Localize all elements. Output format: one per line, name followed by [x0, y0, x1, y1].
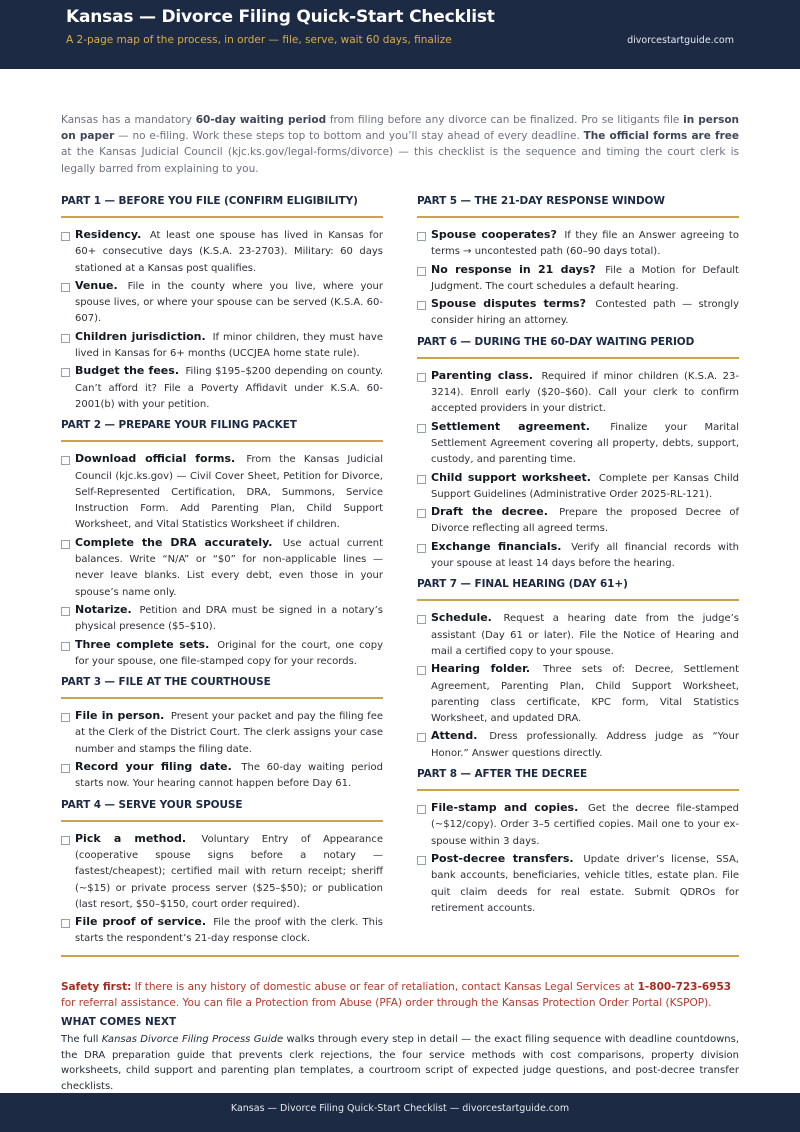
page-footer: [0, 1093, 800, 1132]
checkbox[interactable]: [61, 713, 70, 722]
section-title: PART 8 — AFTER THE DECREE: [417, 768, 739, 791]
checklist-item: [417, 227, 739, 261]
safety-phone: 1-800-723-6953: [637, 981, 732, 993]
section-title: PART 2 — PREPARE YOUR FILING PACKET: [61, 419, 383, 442]
guide-title: Kansas Divorce Filing Process Guide: [101, 1034, 284, 1045]
checklist-section: [417, 768, 739, 917]
item-lead: Draft the decree.: [431, 505, 548, 519]
item-text: Voluntary Entry of Appearance (cooperative spouse signs before a notary — fastest/cheapest); certified mail with return receipt; sheriff (~$15) or private process server ($25–$50); or publication (last resort, $50–$150, court order required).: [75, 833, 384, 910]
checklist-item: [417, 368, 739, 418]
item-lead: Venue.: [75, 278, 118, 292]
checklist-item: [61, 637, 383, 671]
item-lead: Child support worksheet.: [431, 470, 591, 484]
checklist-section: [61, 195, 383, 413]
checklist-section: [61, 799, 383, 948]
intro-text: — no e-filing. Work these steps top to bottom and you’ll stay ahead of every deadline.: [114, 130, 584, 143]
item-text: Filing $195–$200 depending on county. Can’t afford it? File a Poverty Affidavit under K.S.A. 60-2001(b) with your petition.: [75, 366, 384, 410]
checklist-item: [417, 262, 739, 296]
section-divider: [61, 955, 739, 957]
item-lead: Pick a method.: [75, 831, 187, 845]
checkbox[interactable]: [417, 509, 426, 518]
intro-bold: 60-day waiting period: [195, 114, 327, 126]
checkbox[interactable]: [61, 368, 70, 377]
item-lead: Settlement agreement.: [431, 419, 590, 433]
item-lead: Record your filing date.: [75, 760, 232, 774]
next-heading: WHAT COMES NEXT: [61, 1016, 177, 1028]
checkbox[interactable]: [417, 232, 426, 241]
item-lead: Children jurisdiction.: [75, 329, 206, 343]
checkbox[interactable]: [61, 836, 70, 845]
checklist-right-column: [417, 195, 739, 923]
item-lead: Hearing folder.: [431, 662, 531, 676]
item-lead: Spouse cooperates?: [431, 228, 557, 241]
section-title: PART 3 — FILE AT THE COURTHOUSE: [61, 676, 383, 699]
item-lead: Complete the DRA accurately.: [75, 535, 273, 549]
checkbox[interactable]: [417, 424, 426, 433]
item-text: Update driver’s license, SSA, bank accounts, beneficiaries, vehicle titles, estate plan. File quit claim deeds for real estate. Submit QDROs for retirement accounts.: [431, 853, 739, 914]
next-text: walks through every step in detail — the exact filing sequence with deadline countdowns, the DRA preparation guide that prevents clerk rejections, the four service methods with cost comparisons, property division worksheets, child support and parenting plan templates, a courtroom script of expected judge questions, and post-decree transfer checklists.: [61, 1034, 739, 1092]
item-lead: Post-decree transfers.: [431, 851, 574, 865]
checklist-left-column: [61, 195, 383, 954]
checklist-item: [61, 451, 383, 533]
checkbox[interactable]: [417, 733, 426, 742]
item-lead: File in person.: [75, 709, 165, 723]
intro-text: from filing before any divorce can be finalized. Pro se litigants file: [326, 114, 684, 126]
section-title: PART 7 — FINAL HEARING (DAY 61+): [417, 578, 739, 601]
checkbox[interactable]: [417, 544, 426, 553]
item-lead: File-stamp and copies.: [431, 801, 579, 815]
checkbox[interactable]: [61, 456, 70, 465]
intro-bold: The official forms are free: [583, 130, 740, 143]
checkbox[interactable]: [417, 615, 426, 624]
item-text: Required if minor children (K.S.A. 23-3214). Enroll early ($20–$60). Call your clerk to confirm accepted providers in your district.: [431, 370, 739, 415]
next-text: The full: [61, 1034, 102, 1045]
checklist-item: [417, 470, 739, 504]
item-text: At least one spouse has lived in Kansas for 60+ consecutive days (K.S.A. 23-2703). Military: 60 days stationed at a Kansas post qualifies.: [75, 230, 383, 274]
checklist-item: [417, 419, 739, 469]
checklist-item: [417, 851, 739, 917]
checkbox[interactable]: [61, 334, 70, 343]
checklist-item: [417, 504, 739, 538]
next-paragraph: [61, 1032, 739, 1094]
section-title: PART 1 — BEFORE YOU FILE (CONFIRM ELIGIBILITY): [61, 195, 383, 218]
checkbox[interactable]: [417, 856, 426, 865]
item-text: From the Kansas Judicial Council (kjc.ks.gov) — Civil Cover Sheet, Petition for Divorce, Self-Represented Certification, DRA, Summons, Service Instruction Form. Add Parenting Plan, Child Support Worksheet, and Vital Statistics Worksheet if children.: [75, 454, 383, 531]
item-lead: Notarize.: [75, 602, 132, 616]
item-text: Verify all financial records with your spouse at least 14 days before the hearing.: [431, 541, 739, 570]
checkbox[interactable]: [61, 764, 70, 773]
checkbox[interactable]: [417, 666, 426, 675]
intro-text: Kansas has a mandatory: [61, 114, 196, 126]
item-text: The 60-day waiting period starts now. Your hearing cannot happen before Day 61.: [75, 762, 384, 790]
page-header: [0, 0, 800, 69]
checklist-section: [61, 419, 383, 670]
intro-paragraph: [61, 112, 739, 177]
intro-text: at the Kansas Judicial Council (kjc.ks.gov/legal-forms/divorce) — this checklist is the sequence and timing the court clerk is legally barred from explaining to you.: [61, 146, 739, 175]
checklist-item: [61, 278, 383, 328]
item-text: Present your packet and pay the filing fee at the Clerk of the District Court. The clerk assigns your case number and stamps the filing date.: [75, 711, 383, 755]
item-lead: Spouse disputes terms?: [431, 297, 586, 311]
item-text: Three sets of: Decree, Settlement Agreement, Parenting Plan, Child Support Worksheet, parenting class certificate, KPC form, Vital Statistics Worksheet, and updated DRA.: [431, 664, 739, 725]
safety-text: for referral assistance. You can file a Protection from Abuse (PFA) order through the Kansas Protection Order Portal (KSPOP).: [61, 997, 712, 1010]
checklist-item: [417, 296, 739, 330]
item-lead: File proof of service.: [75, 915, 207, 929]
item-lead: Budget the fees.: [75, 364, 179, 378]
item-text: If they file an Answer agreeing to terms → uncontested path (60–90 days total).: [431, 230, 739, 258]
item-text: Complete per Kansas Child Support Guidelines (Administrative Order 2025-RL-121).: [431, 472, 739, 500]
checkbox[interactable]: [61, 642, 70, 651]
checkbox[interactable]: [61, 283, 70, 292]
checklist-item: [61, 759, 383, 793]
item-lead: Parenting class.: [431, 368, 533, 382]
item-lead: Attend.: [431, 729, 478, 743]
item-text: Contested path — strongly consider hiring an attorney.: [431, 299, 739, 327]
checklist-item: [61, 831, 383, 913]
section-title: PART 5 — THE 21-DAY RESPONSE WINDOW: [417, 195, 739, 218]
section-title: PART 4 — SERVE YOUR SPOUSE: [61, 799, 383, 822]
checklist-item: [417, 800, 739, 850]
item-text: File a Motion for Default Judgment. The court schedules a default hearing.: [431, 264, 739, 292]
checklist-item: [61, 535, 383, 601]
item-lead: Residency.: [75, 228, 142, 241]
checklist-section: [417, 578, 739, 762]
checklist-item: [61, 363, 383, 413]
checklist-item: [61, 329, 383, 363]
site-name: divorcestartguide.com: [627, 35, 734, 46]
item-lead: Schedule.: [431, 611, 492, 625]
checklist-item: [61, 602, 383, 636]
item-text: Prepare the proposed Decree of Divorce reflecting all agreed terms.: [431, 507, 739, 535]
item-text: Original for the court, one copy for your spouse, one file-stamped copy for your records.: [75, 639, 383, 667]
checkbox[interactable]: [61, 540, 70, 549]
checklist-section: [417, 195, 739, 330]
checklist-item: [417, 610, 739, 660]
checklist-section: [61, 676, 383, 792]
item-lead: Exchange financials.: [431, 539, 562, 553]
item-text: Get the decree file-stamped (~$12/copy). Order 3–5 certified copies. Mail one to your ex-spouse within 3 days.: [431, 803, 740, 847]
checkbox[interactable]: [417, 373, 426, 382]
safety-label: Safety first:: [61, 981, 132, 993]
item-text: Dress professionally. Address judge as “Your Honor.” Answer questions directly.: [431, 731, 739, 759]
item-lead: Download official forms.: [75, 452, 236, 466]
checklist-section: [417, 336, 739, 573]
item-text: If minor children, they must have lived in Kansas for 6+ months (UCCJEA home state rule).: [75, 331, 383, 360]
checklist-item: [417, 728, 739, 762]
page-subtitle: A 2-page map of the process, in order — file, serve, wait 60 days, finalize: [66, 34, 452, 46]
section-title: PART 6 — DURING THE 60-DAY WAITING PERIOD: [417, 336, 739, 359]
item-text: Use actual current balances. Write “N/A” or “$0” for non-applicable lines — never leave blanks. List every debt, even those in your spouse’s name only.: [75, 537, 383, 598]
checkbox[interactable]: [417, 805, 426, 814]
checkbox[interactable]: [417, 267, 426, 276]
item-text: File in the county where you live, where your spouse lives, or where your spouse can be served (K.S.A. 60-607).: [75, 280, 383, 325]
item-text: Request a hearing date from the judge’s assistant (Day 61 or later). File the Notice of Hearing and mail a certified copy to your spouse.: [431, 613, 739, 657]
page-title: Kansas — Divorce Filing Quick-Start Checklist: [66, 7, 495, 27]
intro-bold: in person on paper: [61, 114, 740, 143]
checkbox[interactable]: [61, 919, 70, 928]
item-text: Petition and DRA must be signed in a notary’s physical presence ($5–$10).: [75, 604, 383, 633]
checkbox[interactable]: [417, 475, 426, 484]
checklist-item: [417, 661, 739, 727]
footer-text: Kansas — Divorce Filing Quick-Start Checklist — divorcestartguide.com: [230, 1103, 570, 1114]
checklist-item: [61, 708, 383, 758]
item-text: Finalize your Marital Settlement Agreement covering all property, debts, support, custody, and parenting time.: [431, 421, 739, 466]
checkbox[interactable]: [61, 607, 70, 616]
checkbox[interactable]: [417, 301, 426, 310]
checklist-item: [61, 914, 383, 948]
safety-text: If there is any history of domestic abuse or fear of retaliation, contact Kansas Legal Services at: [131, 981, 638, 993]
item-text: File the proof with the clerk. This starts the respondent’s 21-day response clock.: [75, 917, 383, 945]
safety-notice: [61, 979, 739, 1011]
item-lead: No response in 21 days?: [431, 262, 596, 276]
checklist-item: [417, 539, 739, 573]
checkbox[interactable]: [61, 232, 70, 241]
checklist-item: [61, 227, 383, 277]
item-lead: Three complete sets.: [75, 637, 210, 651]
